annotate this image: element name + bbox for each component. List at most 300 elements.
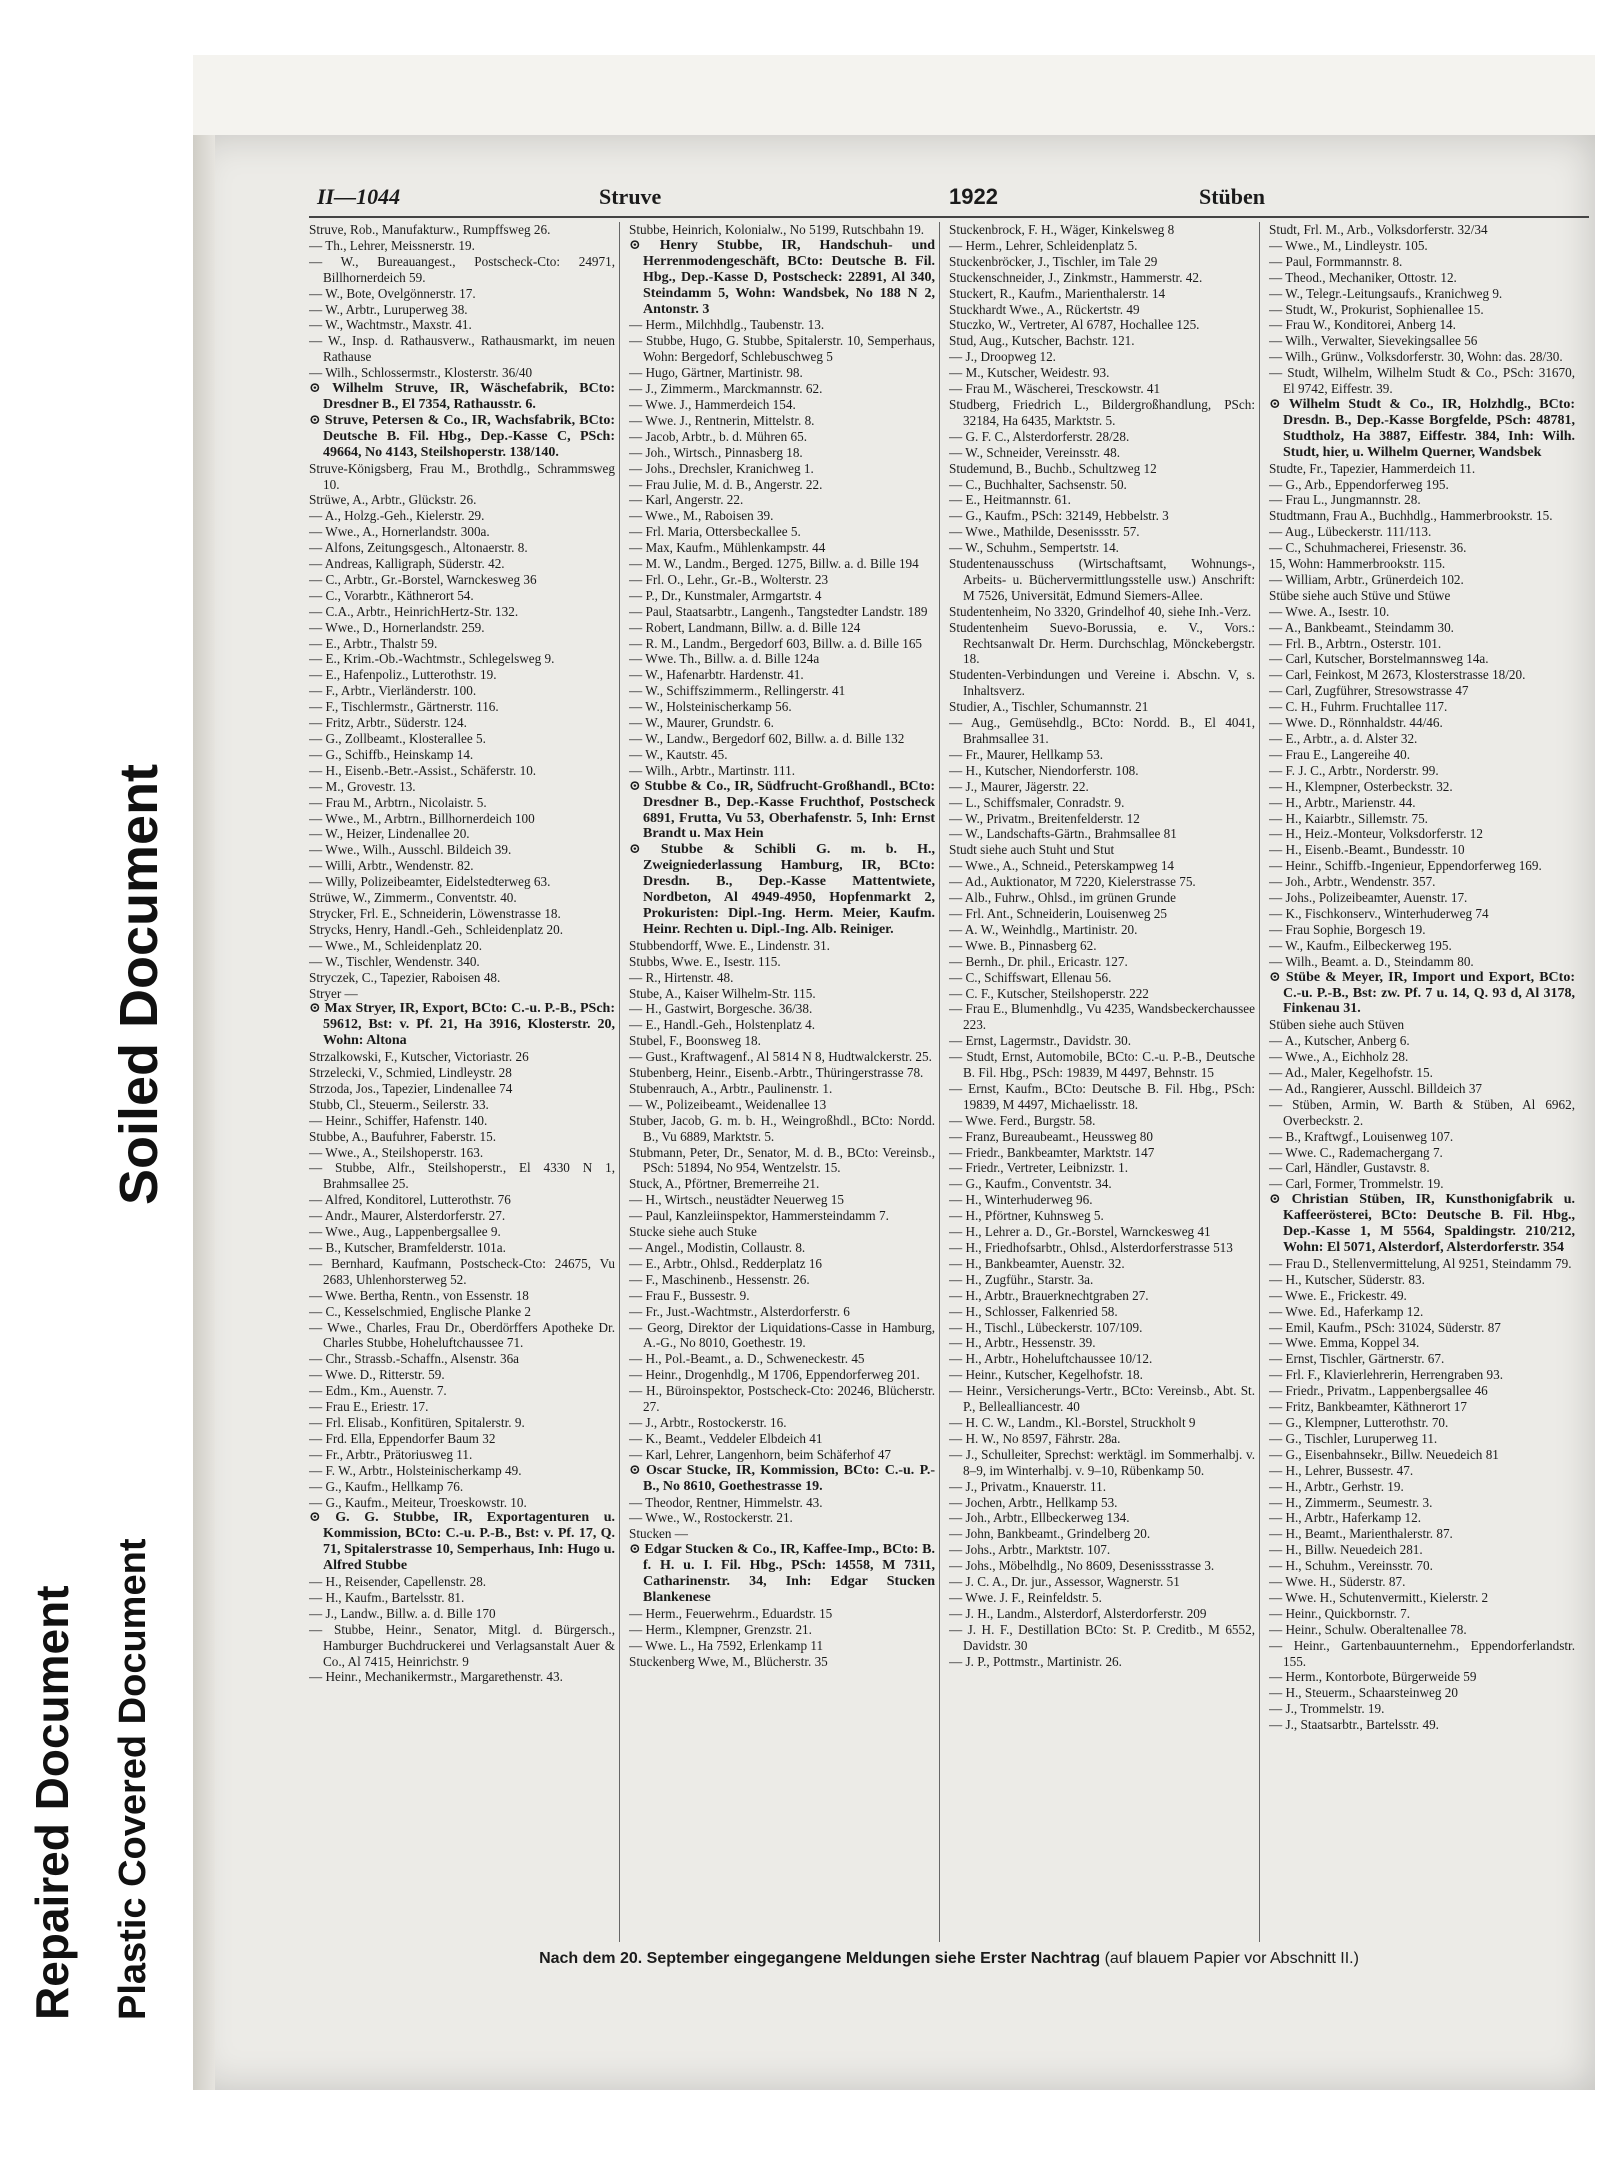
directory-entry: Stubel, F., Boonsweg 18. bbox=[629, 1033, 761, 1049]
directory-entry: — H., Tischl., Lübeckerstr. 107/109. bbox=[949, 1319, 1143, 1335]
directory-entry: — J. H. F., Destillation BCto: St. P. Creditb., M 6552, Davidstr. 30 bbox=[949, 1621, 1255, 1653]
directory-entry: — Frau L., Jungmannstr. 28. bbox=[1269, 492, 1421, 508]
directory-entry: — P., Dr., Kunstmaler, Armgartstr. 4 bbox=[629, 587, 822, 603]
directory-entry: — W., Landw., Bergedorf 602, Billw. a. d. Bille 132 bbox=[629, 731, 905, 746]
directory-entry: — Fritz, Arbtr., Süderstr. 124. bbox=[309, 715, 467, 731]
directory-entry: — Theod., Mechaniker, Ottostr. 12. bbox=[1269, 269, 1457, 285]
directory-entry: — Herm., Kontorbote, Bürgerweide 59 bbox=[1269, 1669, 1477, 1685]
directory-entry: — J. P., Pottmstr., Martinistr. 26. bbox=[949, 1653, 1122, 1669]
directory-entry: — Frl. Ant., Schneiderin, Louisenweg 25 bbox=[949, 905, 1167, 921]
directory-entry: — H., Arbtr., Gerhstr. 19. bbox=[1269, 1478, 1404, 1494]
directory-entry: — H., Wirtsch., neustädter Neuerweg 15 bbox=[629, 1192, 844, 1208]
directory-column-4 bbox=[1269, 222, 1579, 1942]
directory-column-3 bbox=[949, 222, 1260, 1942]
directory-entry: — Wwe. A., Isestr. 10. bbox=[1269, 603, 1390, 619]
directory-entry: — Max, Kaufm., Mühlenkampstr. 44 bbox=[629, 540, 826, 556]
directory-entry: — G., Tischler, Luruperweg 11. bbox=[1269, 1430, 1438, 1446]
directory-entry: — W., Wachtmstr., Maxstr. 41. bbox=[309, 317, 472, 333]
directory-entry: — Wwe., Mathilde, Desenissstr. 57. bbox=[949, 524, 1140, 540]
directory-entry: Stryczek, C., Tapezier, Raboisen 48. bbox=[309, 969, 501, 985]
directory-entry: — H. W., No 8597, Fährstr. 28a. bbox=[949, 1430, 1121, 1446]
page-header bbox=[309, 180, 1589, 218]
directory-entry: — Ernst, Lagermstr., Davidstr. 30. bbox=[949, 1033, 1132, 1049]
directory-entry: — Wwe., A., Schneid., Peterskampweg 14 bbox=[949, 858, 1175, 874]
directory-entry: — Wwe. D., Ritterstr. 59. bbox=[309, 1367, 445, 1383]
directory-entry: — W., Bureauangest., Postscheck-Cto: 24971, Billhornerdeich 59. bbox=[309, 253, 615, 285]
directory-entry: — Carl, Händler, Gustavstr. 8. bbox=[1269, 1160, 1430, 1176]
directory-entry: — W., Bote, Ovelgönnerstr. 17. bbox=[309, 285, 476, 301]
directory-entry: Studemund, B., Buchb., Schultzweg 12 bbox=[949, 460, 1157, 476]
directory-entry: — K., Beamt., Veddeler Elbdeich 41 bbox=[629, 1430, 823, 1446]
directory-entry: — A., Holzg.-Geh., Kielerstr. 29. bbox=[309, 508, 485, 524]
directory-entry: — Wwe. H., Süderstr. 87. bbox=[1269, 1574, 1406, 1590]
directory-entry: Stuckhardt Wwe., A., Rückertstr. 49 bbox=[949, 301, 1140, 317]
directory-entry: Stübe siehe auch Stüve und Stüwe bbox=[1269, 587, 1451, 603]
directory-entry: — Jochen, Arbtr., Hellkamp 53. bbox=[949, 1494, 1118, 1510]
directory-entry: — Wwe. Ed., Haferkamp 12. bbox=[1269, 1303, 1424, 1319]
directory-entry: — H., Heiz.-Monteur, Volksdorferstr. 12 bbox=[1269, 826, 1483, 842]
directory-entry: — Wwe. Th., Billw. a. d. Bille 124a bbox=[629, 651, 820, 667]
directory-entry: — G., Arb., Eppendorferweg 195. bbox=[1269, 476, 1449, 492]
directory-entry: — J., Arbtr., Rostockerstr. 16. bbox=[629, 1414, 787, 1430]
directory-entry: ⊙ Stubbe & Co., IR, Südfrucht-Großhandl., BCto: Dresdner B., Dep.-Kasse Fruchthof, Postscheck 6891, Frutta, Vu 53, Oberhafenstr. 5, Inh: Ernst Brandt u. Max Hein bbox=[629, 778, 935, 842]
directory-entry: — Studt, Ernst, Automobile, BCto: C.-u. P.-B., Deutsche B. Fil. Hbg., PSch: 19839, M 4497, Behnstr. 15 bbox=[949, 1049, 1255, 1081]
directory-entry: — Ernst, Kaufm., BCto: Deutsche B. Fil. Hbg., PSch: 19839, M 4497, Michaelisstr. 18. bbox=[949, 1080, 1255, 1112]
directory-entry: 15, Wohn: Hammerbrookstr. 115. bbox=[1269, 556, 1446, 572]
directory-entry: — Frl. Maria, Ottersbeckallee 5. bbox=[629, 524, 801, 540]
directory-entry: — F., Tischlermstr., Gärtnerstr. 116. bbox=[309, 699, 499, 715]
directory-entry: — Stubbe, Heinr., Senator, Mitgl. d. Bürgersch., Hamburger Buchdruckerei und Verlagsanstalt Auer & Co., Al 7415, Heinrichstr. 9 bbox=[309, 1621, 615, 1669]
directory-entry: — Hugo, Gärtner, Martinistr. 98. bbox=[629, 365, 803, 381]
directory-entry: — Johs., Polizeibeamter, Auenstr. 17. bbox=[1269, 890, 1468, 906]
directory-entry: — W., Arbtr., Luruperweg 38. bbox=[309, 301, 468, 317]
directory-entry: — Herm., Lehrer, Schleidenplatz 5. bbox=[949, 237, 1138, 253]
directory-entry: — Wilh., Arbtr., Martinstr. 111. bbox=[629, 762, 796, 778]
plastic-covered-document-label: Plastic Covered Document bbox=[112, 1538, 154, 2020]
directory-entry: — W., Maurer, Grundstr. 6. bbox=[629, 715, 774, 731]
directory-entry: — W., Holsteinischerkamp 56. bbox=[629, 699, 792, 715]
directory-entry: Strüwe, A., Arbtr., Glückstr. 26. bbox=[309, 492, 477, 508]
directory-entry: — Paul, Kanzleiinspektor, Hammersteindamm 7. bbox=[629, 1208, 889, 1224]
directory-entry: — Fr., Maurer, Hellkamp 53. bbox=[949, 746, 1104, 762]
directory-entry: Stubb, Cl., Steuerm., Seilerstr. 33. bbox=[309, 1096, 489, 1112]
directory-entry: — Frl. O., Lehr., Gr.-B., Wolterstr. 23 bbox=[629, 571, 829, 587]
directory-entry: — Stubbe, Hugo, G. Stubbe, Spitalerstr. 10, Semperhaus, Wohn: Bergedorf, Schlebuschweg 5 bbox=[629, 333, 935, 365]
directory-entry: — R. M., Landm., Bergedorf 603, Billw. a. d. Bille 165 bbox=[629, 635, 923, 651]
directory-entry: Stüben siehe auch Stüven bbox=[1269, 1017, 1405, 1033]
directory-entry: — G., Eisenbahnsekr., Billw. Neuedeich 81 bbox=[1269, 1446, 1499, 1462]
directory-entry: — Gust., Kraftwagenf., Al 5814 N 8, Hudtwalckerstr. 25. bbox=[629, 1049, 932, 1065]
directory-entry: — Andr., Maurer, Alsterdorferstr. 27. bbox=[309, 1208, 506, 1224]
directory-column-2 bbox=[629, 222, 940, 1942]
page-number: II—1044 bbox=[317, 184, 401, 209]
directory-entry: — Heinr., Kutscher, Kegelhofstr. 18. bbox=[949, 1367, 1143, 1383]
directory-entry: — G., Kaufm., Conventstr. 34. bbox=[949, 1176, 1112, 1192]
directory-entry: — Ad., Rangierer, Ausschl. Billdeich 37 bbox=[1269, 1080, 1483, 1096]
directory-entry: Stubbe, Heinrich, Kolonialw., No 5199, Rutschbahn 19. bbox=[629, 222, 925, 237]
directory-entry: — C.A., Arbtr., HeinrichHertz-Str. 132. bbox=[309, 603, 519, 619]
soiled-document-label: Soiled Document bbox=[109, 763, 169, 1205]
directory-entry: — Johs., Arbtr., Marktstr. 107. bbox=[949, 1542, 1111, 1558]
directory-entry: — H., Winterhuderweg 96. bbox=[949, 1192, 1093, 1208]
directory-entry: — Wwe. J., Hammerdeich 154. bbox=[629, 396, 796, 412]
directory-entry: — Frl. Elisab., Konfitüren, Spitalerstr. 9. bbox=[309, 1414, 525, 1430]
directory-entry: Strzelecki, V., Schmied, Lindleystr. 28 bbox=[309, 1065, 512, 1081]
directory-entry: Studte, Fr., Tapezier, Hammerdeich 11. bbox=[1269, 460, 1476, 476]
directory-entry: — Wwe., Wilh., Ausschl. Bildeich 39. bbox=[309, 842, 512, 858]
directory-entry: — Frau M., Arbtrn., Nicolaistr. 5. bbox=[309, 794, 487, 810]
directory-entry: — C., Arbtr., Gr.-Borstel, Warnckesweg 36 bbox=[309, 571, 537, 587]
directory-entry: — Karl, Angerstr. 22. bbox=[629, 492, 744, 508]
directory-entry: — W., Insp. d. Rathausverw., Rathausmarkt, im neuen Rathause bbox=[309, 333, 615, 365]
directory-entry: — Alfred, Konditorel, Lutterothstr. 76 bbox=[309, 1192, 511, 1208]
directory-entry: — W., Heizer, Lindenallee 20. bbox=[309, 826, 470, 842]
directory-entry: Studberg, Friedrich L., Bildergroßhandlung, PSch: 32184, Ha 6435, Marktstr. 5. bbox=[949, 396, 1255, 428]
directory-entry: — E., Arbtr., Ohlsd., Redderplatz 16 bbox=[629, 1255, 823, 1271]
directory-entry: — Heinr., Versicherungs-Vertr., BCto: Vereinsb., Abt. St. P., Bellealliancestr. 40 bbox=[949, 1383, 1255, 1415]
directory-entry: — Frau E., Langereihe 40. bbox=[1269, 746, 1410, 762]
directory-entry: — Wwe. H., Schutenvermitt., Kielerstr. 2 bbox=[1269, 1589, 1489, 1605]
directory-entry: — Johs., Möbelhdlg., No 8609, Desenissstrasse 3. bbox=[949, 1558, 1215, 1574]
directory-entry: — R., Hirtenstr. 48. bbox=[629, 969, 734, 985]
directory-entry: — Frd. Ella, Eppendorfer Baum 32 bbox=[309, 1430, 496, 1446]
page-fold-shadow bbox=[193, 135, 215, 2090]
directory-entry: — J., Privatm., Knauerstr. 11. bbox=[949, 1478, 1107, 1494]
directory-entry: — H., Billw. Neuedeich 281. bbox=[1269, 1542, 1423, 1558]
directory-entry: — F. W., Arbtr., Holsteinischerkamp 49. bbox=[309, 1462, 522, 1478]
directory-entry: — G., Kaufm., Hellkamp 76. bbox=[309, 1478, 464, 1494]
directory-entry: — W., Polizeibeamt., Weidenallee 13 bbox=[629, 1096, 827, 1112]
directory-entry: — Bernh., Dr. phil., Ericastr. 127. bbox=[949, 953, 1128, 969]
directory-entry: — G. F. C., Alsterdorferstr. 28/28. bbox=[949, 428, 1130, 444]
directory-entry: ⊙ Max Stryer, IR, Export, BCto: C.-u. P.-B., PSch: 59612, Bst: v. Pf. 21, Ha 3916, Klosterstr. 20, Wohn: Altona bbox=[309, 1001, 615, 1049]
directory-entry: — Wilh., Grünw., Volksdorferstr. 30, Wohn: das. 28/30. bbox=[1269, 349, 1563, 365]
directory-entry: — C. F., Kutscher, Steilshoperstr. 222 bbox=[949, 985, 1149, 1001]
directory-entry: ⊙ Henry Stubbe, IR, Handschuh- und Herrenmodengeschäft, BCto: Deutsche B. Fil. Hbg., Dep.-Kasse D, Postscheck: 22891, Al 340, Steindamm 5, Wohn: Wandsbek, No 188 N 2, Antonstr. 3 bbox=[629, 237, 935, 317]
repaired-document-label: Repaired Document bbox=[26, 1585, 78, 2020]
directory-entry: ⊙ Wilhelm Studt & Co., IR, Holzhdlg., BCto: Dresdn. B., Dep.-Kasse Borgfelde, PSch: 48781, Studtholz, Ha 3887, Eiffestr. 384, Inh: Wilh. Studt, hier, u. Wilhelm Querner, Wandsbek bbox=[1269, 396, 1575, 460]
directory-entry: — Frau Julie, M. d. B., Angerstr. 22. bbox=[629, 476, 823, 492]
directory-entry: Stuck, A., Pförtner, Bremerreihe 21. bbox=[629, 1176, 820, 1192]
directory-entry: — C., Buchhalter, Sachsenstr. 50. bbox=[949, 476, 1127, 492]
directory-entry: — Wilh., Schlossermstr., Klosterstr. 36/40 bbox=[309, 365, 533, 381]
directory-entry: — W., Tischler, Wendenstr. 340. bbox=[309, 953, 480, 969]
directory-entry: Struve, Rob., Manufakturw., Rumpffsweg 26. bbox=[309, 222, 551, 237]
directory-entry: — E., Arbtr., a. d. Alster 32. bbox=[1269, 731, 1418, 746]
directory-entry: — J., Maurer, Jägerstr. 22. bbox=[949, 778, 1089, 794]
directory-entry: — Heinr., Quickbornstr. 7. bbox=[1269, 1605, 1411, 1621]
directory-entry: — J., Landw., Billw. a. d. Bille 170 bbox=[309, 1605, 496, 1621]
directory-entry: — H., Arbtr., Hoheluftchaussee 10/12. bbox=[949, 1351, 1153, 1367]
directory-entry: ⊙ Stubbe & Schibli G. m. b. H., Zweigniederlassung Hamburg, IR, BCto: Dresdn. B., Dep.-Kasse Mattentwiete, Nordbeton, Al 4949-4950, Hopfenmarkt 2, Prokuristen: Dipl.-Ing. Herm. Meier, Kaufm. Heinr. Rechten u. Dipl.-Ing. Alb. Reiniger. bbox=[629, 842, 935, 937]
directory-entry: — Studt, W., Prokurist, Sophienallee 15. bbox=[1269, 301, 1484, 317]
directory-entry: — Frau M., Wäscherei, Tresckowstr. 41 bbox=[949, 381, 1161, 397]
directory-entry: — Wwe., Charles, Frau Dr., Oberdörffers Apotheke Dr. Charles Stubbe, Hoheluftchaussee 71. bbox=[309, 1319, 615, 1351]
directory-entry: — Wwe., M., Lindleystr. 105. bbox=[1269, 237, 1428, 253]
directory-entry: — Franz, Bureaubeamt., Heussweg 80 bbox=[949, 1128, 1153, 1144]
directory-entry: — Wwe., M., Schleidenplatz 20. bbox=[309, 937, 482, 953]
directory-entry: — H. C. W., Landm., Kl.-Borstel, Struckholt 9 bbox=[949, 1414, 1196, 1430]
directory-entry: — Heinr., Drogenhdlg., M 1706, Eppendorferweg 201. bbox=[629, 1367, 920, 1383]
directory-entry: — Frau E., Blumenhdlg., Vu 4235, Wandsbeckerchaussee 223. bbox=[949, 1001, 1255, 1033]
directory-entry: — Joh., Arbtr., Ellbeckerweg 134. bbox=[949, 1510, 1130, 1526]
directory-entry: Studentenheim Suevo-Borussia, e. V., Vors.: Rechtsanwalt Dr. Herm. Durchschlag, Mönckebergstr. 18. bbox=[949, 619, 1255, 667]
directory-entry: — H., Eisenb.-Betr.-Assist., Schäferstr. 10. bbox=[309, 762, 537, 778]
directory-entry: — F., Maschinenb., Hessenstr. 26. bbox=[629, 1271, 810, 1287]
directory-entry: — G., Kaufm., PSch: 32149, Hebbelstr. 3 bbox=[949, 508, 1169, 524]
directory-entry: Stud, Aug., Kutscher, Bachstr. 121. bbox=[949, 333, 1135, 349]
directory-entry: — H., Reisender, Capellenstr. 28. bbox=[309, 1574, 487, 1590]
directory-entry: — Heinr., Schiffb.-Ingenieur, Eppendorferweg 169. bbox=[1269, 858, 1542, 874]
directory-entry: — Wwe., Aug., Lappenbergsallee 9. bbox=[309, 1224, 501, 1240]
directory-entry: — H., Zimmerm., Seumestr. 3. bbox=[1269, 1494, 1433, 1510]
directory-entry: Stuber, Jacob, G. m. b. H., Weingroßhdl., BCto: Nordd. B., Vu 6889, Marktstr. 5. bbox=[629, 1112, 935, 1144]
directory-entry: — Wwe., W., Rostockerstr. 21. bbox=[629, 1510, 793, 1526]
directory-entry: — H., Steuerm., Schaarsteinweg 20 bbox=[1269, 1685, 1458, 1701]
directory-entry: — Frau Sophie, Borgesch 19. bbox=[1269, 921, 1426, 937]
directory-entry: — Joh., Arbtr., Wendenstr. 357. bbox=[1269, 874, 1436, 890]
directory-entry: — Heinr., Schiffer, Hafenstr. 140. bbox=[309, 1112, 488, 1128]
directory-entry: — Heinr., Schulw. Oberaltenallee 78. bbox=[1269, 1621, 1467, 1637]
directory-entry: — Robert, Landmann, Billw. a. d. Bille 124 bbox=[629, 619, 861, 635]
directory-entry: — M. W., Landm., Berged. 1275, Billw. a. d. Bille 194 bbox=[629, 556, 919, 572]
directory-entry: Stube, A., Kaiser Wilhelm-Str. 115. bbox=[629, 985, 816, 1001]
directory-entry: — L., Schiffsmaler, Conradstr. 9. bbox=[949, 794, 1125, 810]
directory-entry: — Frl. F., Klavierlehrerin, Herrengraben 93. bbox=[1269, 1367, 1504, 1383]
footer-note-rest: (auf blauem Papier vor Abschnitt II.) bbox=[1104, 1950, 1359, 1967]
directory-entry: — H., Büroinspektor, Postscheck-Cto: 20246, Blücherstr. 27. bbox=[629, 1383, 935, 1415]
directory-entry: Stuckenberg Wwe, M., Blücherstr. 35 bbox=[629, 1653, 828, 1669]
directory-entry: — A., Bankbeamt., Steindamm 30. bbox=[1269, 619, 1454, 635]
directory-entry: — Frau D., Stellenvermittelung, Al 9251, Steindamm 79. bbox=[1269, 1255, 1572, 1271]
directory-entry: — Johs., Drechsler, Kranichweg 1. bbox=[629, 460, 814, 476]
directory-entry: — H., Kutscher, Süderstr. 83. bbox=[1269, 1271, 1425, 1287]
directory-entry: Stubenberg, Heinr., Eisenb.-Arbtr., Thüringerstrasse 78. bbox=[629, 1065, 924, 1081]
directory-entry: — Chr., Strassb.-Schaffn., Alsenstr. 36a bbox=[309, 1351, 520, 1367]
directory-entry: Studt, Frl. M., Arb., Volksdorferstr. 32/34 bbox=[1269, 222, 1488, 237]
directory-entry: — Studt, Wilhelm, Wilhelm Studt & Co., PSch: 31670, El 9742, Eiffestr. 39. bbox=[1269, 365, 1575, 397]
directory-entry: — Wwe., A., Steilshoperstr. 163. bbox=[309, 1144, 484, 1160]
directory-entry: Stubbe, A., Baufuhrer, Faberstr. 15. bbox=[309, 1128, 496, 1144]
directory-entry: — H., Kutscher, Niendorferstr. 108. bbox=[949, 762, 1139, 778]
directory-entry: — H., Eisenb.-Beamt., Bundesstr. 10 bbox=[1269, 842, 1465, 858]
directory-entry: Strycks, Henry, Handl.-Geh., Schleidenplatz 20. bbox=[309, 921, 564, 937]
directory-entry: — Alfons, Zeitungsgesch., Altonaerstr. 8. bbox=[309, 540, 528, 556]
directory-entry: — J., Staatsarbtr., Bartelsstr. 49. bbox=[1269, 1717, 1439, 1733]
directory-entry: — H., Arbtr., Haferkamp 12. bbox=[1269, 1510, 1421, 1526]
directory-entry: Stucke siehe auch Stuke bbox=[629, 1224, 757, 1240]
directory-entry: Stubbendorff, Wwe. E., Lindenstr. 31. bbox=[629, 937, 830, 953]
directory-entry: Studenten-Verbindungen und Vereine i. Abschn. V, s. Inhaltsverz. bbox=[949, 667, 1255, 699]
directory-entry: — Th., Lehrer, Meissnerstr. 19. bbox=[309, 237, 475, 253]
directory-entry: ⊙ G. G. Stubbe, IR, Exportagenturen u. Kommission, BCto: C.-u. P.-B., Bst: v. Pf. 17, Q. 71, Spitalerstrasse 10, Semperhaus, Inh: Hugo u. Alfred Stubbe bbox=[309, 1510, 615, 1574]
directory-entry: Strüwe, W., Zimmerm., Conventstr. 40. bbox=[309, 890, 517, 906]
directory-entry: — Wwe. Emma, Koppel 34. bbox=[1269, 1335, 1420, 1351]
directory-entry: — Ernst, Tischler, Gärtnerstr. 67. bbox=[1269, 1351, 1445, 1367]
directory-entry: — C., Schiffswart, Ellenau 56. bbox=[949, 969, 1112, 985]
directory-columns bbox=[309, 222, 1589, 1942]
directory-entry: Stuckenbröcker, J., Tischler, im Tale 29 bbox=[949, 253, 1158, 269]
directory-entry: Strycker, Frl. E., Schneiderin, Löwenstrasse 18. bbox=[309, 905, 561, 921]
directory-entry: — Jacob, Arbtr., b. d. Mühren 65. bbox=[629, 428, 808, 444]
directory-entry: — Wwe. J., Rentnerin, Mittelstr. 8. bbox=[629, 412, 815, 428]
directory-entry: — W., Kautstr. 45. bbox=[629, 746, 728, 762]
directory-entry: Stucken — bbox=[629, 1526, 688, 1542]
directory-entry: ⊙ Stübe & Meyer, IR, Import und Export, BCto: C.-u. P.-B., Bst: zw. Pf. 7 u. 14, Q. 93 d, Al 3178, Finkenau 31. bbox=[1269, 969, 1575, 1017]
directory-entry: — Wwe. B., Pinnasberg 62. bbox=[949, 937, 1097, 953]
directory-entry: — J., Droopweg 12. bbox=[949, 349, 1056, 365]
directory-entry: — H., Zugführ., Starstr. 3a. bbox=[949, 1271, 1094, 1287]
directory-entry: — Angel., Modistin, Collaustr. 8. bbox=[629, 1240, 806, 1255]
directory-page bbox=[309, 180, 1589, 1980]
directory-entry: — Stubbe, Alfr., Steilshoperstr., El 4330 N 1, Brahmsallee 25. bbox=[309, 1160, 615, 1192]
directory-entry: — M., Kutscher, Weidestr. 93. bbox=[949, 365, 1110, 381]
directory-entry: — Fr., Arbtr., Prätoriusweg 11. bbox=[309, 1446, 473, 1462]
directory-entry: — Friedr., Bankbeamter, Marktstr. 147 bbox=[949, 1144, 1155, 1160]
directory-entry: — W., Hafenarbtr. Hardenstr. 41. bbox=[629, 667, 804, 683]
directory-entry: — C., Vorarbtr., Käthnerort 54. bbox=[309, 587, 474, 603]
directory-entry: — E., Heitmannstr. 61. bbox=[949, 492, 1071, 508]
directory-entry: — F., Arbtr., Vierländerstr. 100. bbox=[309, 683, 477, 699]
directory-entry: — J., Zimmerm., Marckmannstr. 62. bbox=[629, 381, 823, 397]
directory-entry: Studt siehe auch Stuht und Stut bbox=[949, 842, 1115, 858]
directory-entry: — H., Arbtr., Brauerknechtgraben 27. bbox=[949, 1287, 1149, 1303]
directory-entry: — H., Friedhofsarbtr., Ohlsd., Alsterdorferstrasse 513 bbox=[949, 1240, 1233, 1255]
directory-entry: — W., Schuhm., Sempertstr. 14. bbox=[949, 540, 1119, 556]
directory-entry: — Friedr., Privatm., Lappenbergsallee 46 bbox=[1269, 1383, 1488, 1399]
directory-entry: — Frl. B., Arbtrn., Osterstr. 101. bbox=[1269, 635, 1442, 651]
directory-entry: — G., Zollbeamt., Klosterallee 5. bbox=[309, 731, 486, 746]
directory-entry: — Stüben, Armin, W. Barth & Stüben, Al 6962, Overbeckstr. 2. bbox=[1269, 1096, 1575, 1128]
header-year: 1922 bbox=[949, 184, 998, 209]
footer-note-bold: Nach dem 20. September eingegangene Meldungen siehe Erster Nachtrag bbox=[539, 1950, 1101, 1967]
directory-entry: — H., Schlosser, Falkenried 58. bbox=[949, 1303, 1118, 1319]
page-top-margin bbox=[193, 55, 1595, 135]
directory-entry: — J. H., Landm., Alsterdorf, Alsterdorferstr. 209 bbox=[949, 1605, 1207, 1621]
directory-entry: Stuczko, W., Vertreter, Al 6787, Hochallee 125. bbox=[949, 317, 1200, 333]
directory-entry: — Carl, Zugführer, Stresowstrasse 47 bbox=[1269, 683, 1469, 699]
directory-entry: Stubenrauch, A., Arbtr., Paulinenstr. 1. bbox=[629, 1080, 833, 1096]
directory-entry: — H., Schuhm., Vereinsstr. 70. bbox=[1269, 1558, 1433, 1574]
directory-entry: — H., Bankbeamter, Auenstr. 32. bbox=[949, 1255, 1125, 1271]
directory-entry: — J. C. A., Dr. jur., Assessor, Wagnerstr. 51 bbox=[949, 1574, 1180, 1590]
directory-entry: — H., Beamt., Marienthalerstr. 87. bbox=[1269, 1526, 1453, 1542]
directory-entry: — Wwe., A., Hornerlandstr. 300a. bbox=[309, 524, 490, 540]
directory-entry: — Bernhard, Kaufmann, Postscheck-Cto: 24675, Vu 2683, Uhlenhorsterweg 52. bbox=[309, 1255, 615, 1287]
directory-entry: — Ad., Auktionator, M 7220, Kielerstrasse 75. bbox=[949, 874, 1196, 890]
directory-entry: — Frau E., Eriestr. 17. bbox=[309, 1399, 429, 1415]
directory-entry: — Wwe., A., Eichholz 28. bbox=[1269, 1049, 1409, 1065]
directory-entry: — Wilh., Beamt. a. D., Steindamm 80. bbox=[1269, 953, 1474, 969]
directory-entry: — H., Pförtner, Kuhnsweg 5. bbox=[949, 1208, 1104, 1224]
directory-entry: — G., Kaufm., Meiteur, Troeskowstr. 10. bbox=[309, 1494, 527, 1510]
directory-entry: — H., Arbtr., Hessenstr. 39. bbox=[949, 1335, 1096, 1351]
directory-entry: — G., Klempner, Lutterothstr. 70. bbox=[1269, 1414, 1449, 1430]
directory-entry: Stubmann, Peter, Dr., Senator, M. d. B., BCto: Vereinsb., PSch: 51894, No 954, Wentzelstr. 15. bbox=[629, 1144, 935, 1176]
directory-entry: — Carl, Former, Trommelstr. 19. bbox=[1269, 1176, 1444, 1192]
footer-note bbox=[309, 1950, 1589, 1968]
directory-entry: — H., Kaiarbtr., Sillemstr. 75. bbox=[1269, 810, 1428, 826]
directory-entry: — John, Bankbeamt., Grindelberg 20. bbox=[949, 1526, 1151, 1542]
directory-entry: Studentenausschuss (Wirtschaftsamt, Wohnungs-, Arbeits- u. Büchervermittlungsstelle usw.) Anschrift: M 7526, Universität, Edmund Siemers-Allee. bbox=[949, 556, 1255, 603]
directory-entry: — H., Gastwirt, Borgesche. 36/38. bbox=[629, 1001, 813, 1017]
directory-entry: — Joh., Wirtsch., Pinnasberg 18. bbox=[629, 444, 803, 460]
directory-entry: — Wwe., M., Arbtrn., Billhornerdeich 100 bbox=[309, 810, 535, 826]
directory-entry: — Paul, Staatsarbtr., Langenh., Tangstedter Landstr. 189 bbox=[629, 603, 928, 619]
directory-column-1 bbox=[309, 222, 620, 1942]
directory-entry: Stubbs, Wwe. E., Isestr. 115. bbox=[629, 953, 781, 969]
directory-entry: Struve-Königsberg, Frau M., Brothdlg., Schrammsweg 10. bbox=[309, 460, 615, 492]
directory-entry: — Aug., Lübeckerstr. 111/113. bbox=[1269, 524, 1432, 540]
directory-entry: — W., Landschafts-Gärtn., Brahmsallee 81 bbox=[949, 826, 1177, 842]
directory-entry: — Andreas, Kalligraph, Süderstr. 42. bbox=[309, 556, 505, 572]
directory-entry: — Carl, Feinkost, M 2673, Klosterstrasse 18/20. bbox=[1269, 667, 1526, 683]
directory-entry: — B., Kraftwgf., Louisenweg 107. bbox=[1269, 1128, 1454, 1144]
directory-entry: — E., Hafenpoliz., Lutterothstr. 19. bbox=[309, 667, 497, 683]
directory-entry: ⊙ Wilhelm Struve, IR, Wäschefabrik, BCto: Dresdner B., El 7354, Rathausstr. 6. bbox=[309, 381, 615, 412]
directory-entry: — E., Krim.-Ob.-Wachtmstr., Schlegelsweg 9. bbox=[309, 651, 555, 667]
directory-entry: — Theodor, Rentner, Himmelstr. 43. bbox=[629, 1494, 823, 1510]
directory-entry: — W., Privatm., Breitenfelderstr. 12 bbox=[949, 810, 1140, 826]
directory-entry: ⊙ Christian Stüben, IR, Kunsthonigfabrik u. Kaffeerösterei, BCto: Deutsche B. Fil. Hbg., Dep.-Kasse 1, M 5564, Spaldingstr. 210/212, Wohn: El 5071, Alsterdorf, Alsterdorferstr. 354 bbox=[1269, 1192, 1575, 1255]
directory-entry: — Fr., Just.-Wachtmstr., Alsterdorferstr. 6 bbox=[629, 1303, 850, 1319]
directory-entry: — Wwe. C., Rademachergang 7. bbox=[1269, 1144, 1443, 1160]
directory-entry: ⊙ Struve, Petersen & Co., IR, Wachsfabrik, BCto: Deutsche B. Fil. Hbg., Dep.-Kasse C, PSch: 49664, No 4143, Steilshoperstr. 138/140. bbox=[309, 412, 615, 460]
directory-entry: — Fritz, Bankbeamter, Käthnerort 17 bbox=[1269, 1399, 1467, 1415]
directory-entry: — H., Kaufm., Bartelsstr. 81. bbox=[309, 1589, 465, 1605]
directory-entry: — M., Grovestr. 13. bbox=[309, 778, 416, 794]
scanned-page bbox=[193, 135, 1595, 2090]
directory-entry: Strzoda, Jos., Tapezier, Lindenallee 74 bbox=[309, 1080, 513, 1096]
directory-entry: — Wwe. L., Ha 7592, Erlenkamp 11 bbox=[629, 1637, 824, 1653]
directory-entry: — Friedr., Vertreter, Leibnizstr. 1. bbox=[949, 1160, 1129, 1176]
directory-entry: — E., Arbtr., Thalstr 59. bbox=[309, 635, 438, 651]
directory-entry: — Alb., Fuhrw., Ohlsd., im grünen Grunde bbox=[949, 890, 1176, 906]
directory-entry: — W., Schiffszimmerm., Rellingerstr. 41 bbox=[629, 683, 846, 699]
directory-entry: — W., Schneider, Vereinsstr. 48. bbox=[949, 444, 1121, 460]
directory-entry: — H., Lehrer, Bussestr. 47. bbox=[1269, 1462, 1414, 1478]
directory-entry: — Willi, Arbtr., Wendenstr. 82. bbox=[309, 858, 474, 874]
directory-entry: — Wwe. J. F., Reinfeldstr. 5. bbox=[949, 1589, 1102, 1605]
directory-entry: — Emil, Kaufm., PSch: 31024, Süderstr. 87 bbox=[1269, 1319, 1501, 1335]
directory-entry: — J., Schulleiter, Sprechst: werktägl. im Sommerhalbj. v. 8–9, im Winterhalbj. v. 9–10, Rübenkamp 50. bbox=[949, 1446, 1255, 1478]
directory-entry: — Frau F., Bussestr. 9. bbox=[629, 1287, 750, 1303]
directory-entry: Stuckenschneider, J., Zinkmstr., Hammerstr. 42. bbox=[949, 269, 1203, 285]
directory-entry: — H., Pol.-Beamt., a. D., Schweneckestr. 45 bbox=[629, 1351, 865, 1367]
directory-entry: — Paul, Formmannstr. 8. bbox=[1269, 253, 1403, 269]
directory-entry: — C., Schuhmacherei, Friesenstr. 36. bbox=[1269, 540, 1467, 556]
directory-entry: — W., Kaufm., Eilbeckerweg 195. bbox=[1269, 937, 1452, 953]
directory-entry: — Frau W., Konditorei, Anberg 14. bbox=[1269, 317, 1456, 333]
directory-entry: Studentenheim, No 3320, Grindelhof 40, siehe Inh.-Verz. bbox=[949, 603, 1252, 619]
header-first-name: Struve bbox=[599, 184, 662, 209]
directory-entry: — Herm., Feuerwehrm., Eduardstr. 15 bbox=[629, 1605, 833, 1621]
directory-entry: — E., Handl.-Geh., Holstenplatz 4. bbox=[629, 1017, 816, 1033]
directory-entry: ⊙ Oscar Stucke, IR, Kommission, BCto: C.-u. P.-B., No 8610, Goethestrasse 19. bbox=[629, 1462, 935, 1494]
directory-entry: — H., Klempner, Osterbeckstr. 32. bbox=[1269, 778, 1453, 794]
directory-entry: Stryer — bbox=[309, 985, 358, 1001]
directory-entry: Studtmann, Frau A., Buchhdlg., Hammerbrookstr. 15. bbox=[1269, 508, 1553, 524]
directory-entry: — Wwe. Ferd., Burgstr. 58. bbox=[949, 1112, 1096, 1128]
directory-entry: — Wilh., Verwalter, Sievekingsallee 56 bbox=[1269, 333, 1478, 349]
directory-entry: — H., Lehrer a. D., Gr.-Borstel, Warnckesweg 41 bbox=[949, 1224, 1211, 1240]
directory-entry: — Wwe., D., Hornerlandstr. 259. bbox=[309, 619, 485, 635]
directory-entry: — Edm., Km., Auenstr. 7. bbox=[309, 1383, 447, 1399]
directory-entry: — Willy, Polizeibeamter, Eidelstedterweg 63. bbox=[309, 874, 551, 890]
directory-entry: — Karl, Lehrer, Langenhorn, beim Schäferhof 47 bbox=[629, 1446, 892, 1462]
directory-entry: — G., Schiffb., Heinskamp 14. bbox=[309, 746, 474, 762]
directory-entry: — William, Arbtr., Grünerdeich 102. bbox=[1269, 571, 1464, 587]
